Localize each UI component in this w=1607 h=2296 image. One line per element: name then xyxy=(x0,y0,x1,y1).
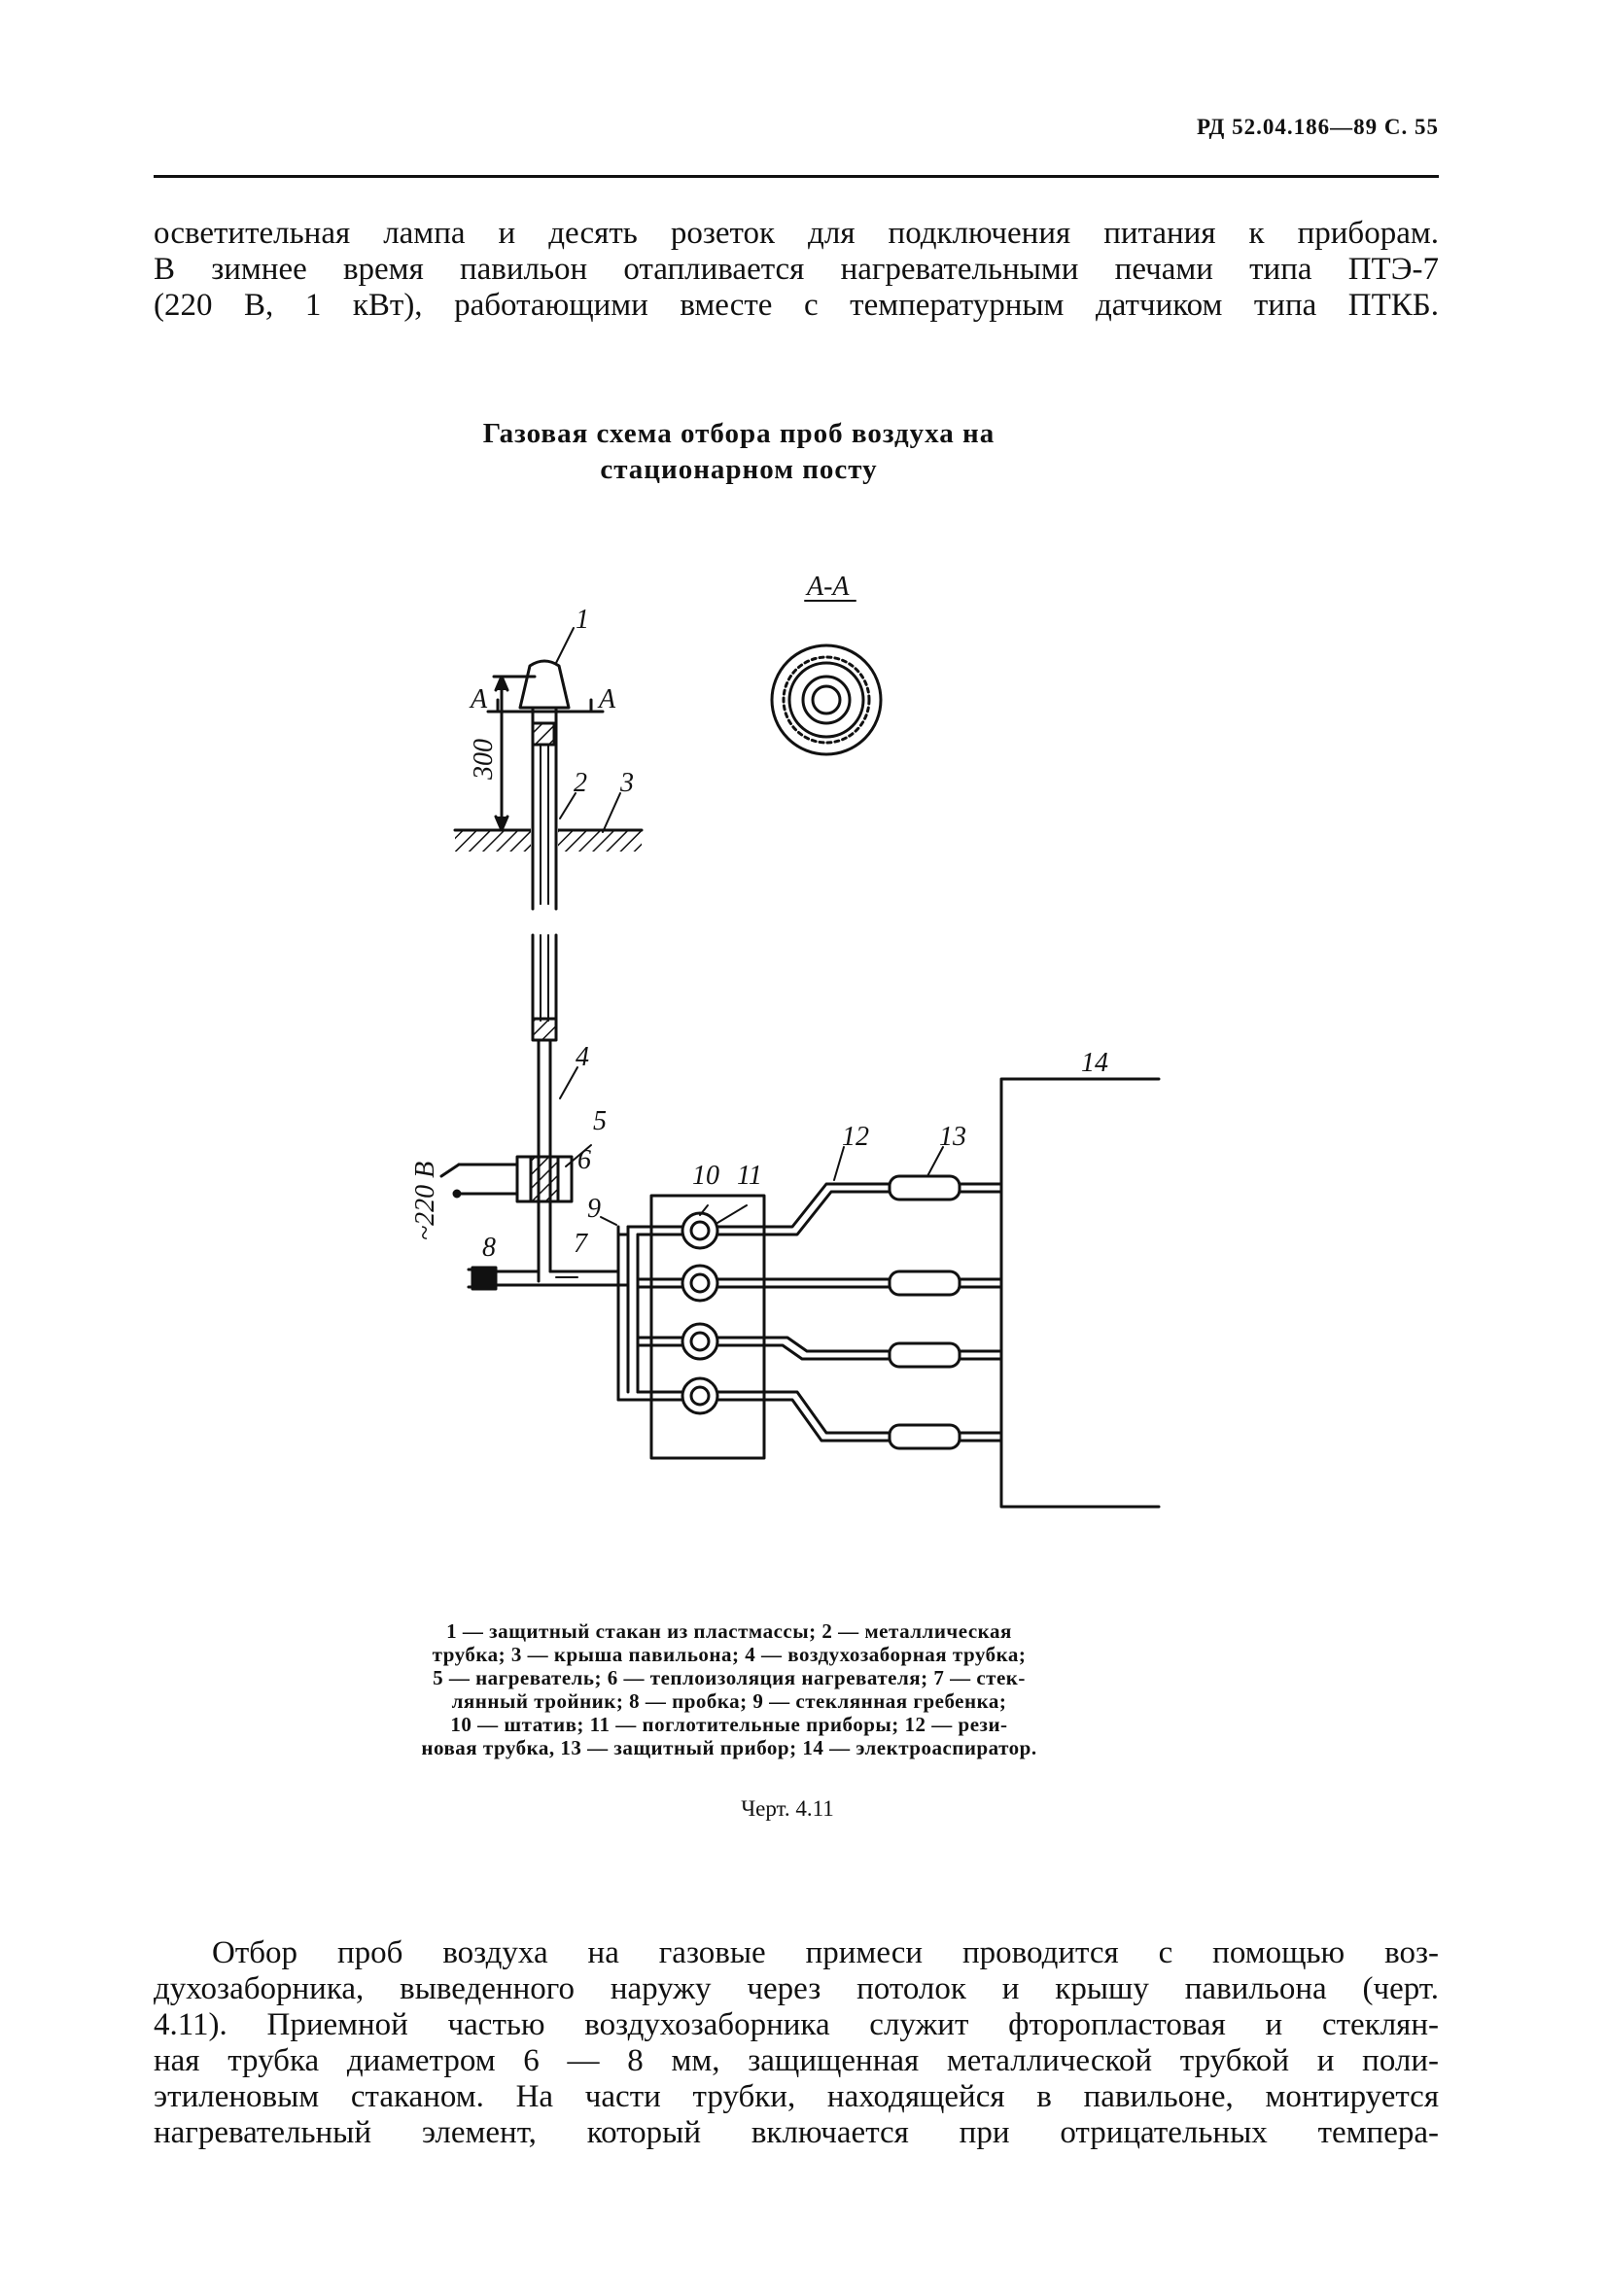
protective-device xyxy=(890,1343,960,1367)
text-line: осветительная лампа и десять розеток для подключения питания к приборам. xyxy=(154,216,1439,251)
absorber xyxy=(682,1213,717,1248)
label-4: 4 xyxy=(576,1042,589,1072)
rubber-tube xyxy=(717,1184,890,1235)
protective-device xyxy=(890,1271,960,1295)
absorber xyxy=(682,1266,717,1301)
caption-line: 5 — нагреватель; 6 — теплоизоляция нагревателя; 7 — стек- xyxy=(433,1666,1026,1689)
caption-line: 1 — защитный стакан из пластмассы; 2 — металлическая xyxy=(446,1619,1012,1643)
label-10: 10 xyxy=(692,1161,719,1191)
absorber xyxy=(682,1324,717,1359)
header-rule xyxy=(154,175,1439,178)
label-6: 6 xyxy=(577,1145,591,1175)
electroaspirator xyxy=(1001,1079,1159,1507)
figure-caption xyxy=(331,1619,1128,1759)
voltage-label: ~220 В xyxy=(410,1161,440,1240)
protective-device xyxy=(890,1176,960,1200)
paragraph-bottom xyxy=(154,1935,1439,2151)
label-5: 5 xyxy=(593,1106,607,1136)
heater xyxy=(531,1157,558,1201)
protective-cup xyxy=(520,661,569,708)
running-head: РД 52.04.186—89 С. 55 xyxy=(1196,115,1439,139)
figure-title-line: стационарном посту xyxy=(600,454,878,485)
text-line: 4.11). Приемной частью воздухозаборника служит фторопластовая и стеклян- xyxy=(154,2007,1439,2042)
rubber-tube xyxy=(717,1392,890,1441)
power-switch xyxy=(441,1165,459,1176)
rubber-tube xyxy=(717,1338,890,1359)
caption-line: лянный тройник; 8 — пробка; 9 — стеклянная гребенка; xyxy=(451,1689,1007,1713)
section-label: А-А xyxy=(807,572,850,602)
dimension-label: 300 xyxy=(469,739,499,780)
protective-device xyxy=(890,1425,960,1448)
paragraph-top xyxy=(154,216,1439,324)
text-line: ная трубка диаметром 6 — 8 мм, защищенная металлической трубкой и поли- xyxy=(154,2043,1439,2078)
text-line: этиленовым стаканом. На части трубки, находящейся в павильоне, монтируется xyxy=(154,2079,1439,2114)
label-9: 9 xyxy=(587,1194,601,1224)
text-line: духозаборника, выведенного наружу через потолок и крышу павильона (черт. xyxy=(154,1971,1439,2006)
label-2: 2 xyxy=(574,768,587,798)
caption-line: 10 — штатив; 11 — поглотительные приборы; 12 — рези- xyxy=(450,1713,1008,1736)
pipe-plug-bottom xyxy=(533,1019,556,1040)
gas-sampling-diagram xyxy=(408,554,1186,1565)
dimension-arrow-bottom xyxy=(496,817,507,830)
label-7: 7 xyxy=(574,1229,587,1259)
text-line: (220 В, 1 кВт), работающими вместе с температурным датчиком типа ПТКБ. xyxy=(154,288,1439,323)
label-a-left: А xyxy=(471,684,488,714)
label-11: 11 xyxy=(737,1161,762,1191)
rubber-tube xyxy=(717,1279,890,1287)
label-14: 14 xyxy=(1081,1048,1108,1078)
label-3: 3 xyxy=(620,768,634,798)
label-13: 13 xyxy=(939,1122,966,1152)
label-8: 8 xyxy=(482,1233,496,1263)
text-line: Отбор проб воздуха на газовые примеси проводится с помощью воз- xyxy=(212,1935,1439,1970)
figure-title-line: Газовая схема отбора проб воздуха на xyxy=(482,418,996,449)
label-1: 1 xyxy=(576,605,589,635)
figure-title xyxy=(369,416,1108,488)
label-12: 12 xyxy=(842,1122,869,1152)
caption-line: новая трубка, 13 — защитный прибор; 14 — электроаспиратор. xyxy=(421,1736,1037,1759)
pipe-plug-top xyxy=(533,723,554,745)
text-line: В зимнее время павильон отапливается нагревательными печами типа ПТЭ-7 xyxy=(154,252,1439,287)
dimension-arrow-top xyxy=(496,677,507,690)
caption-line: трубка; 3 — крыша павильона; 4 — воздухозаборная трубка; xyxy=(432,1643,1027,1666)
absorber xyxy=(682,1378,717,1413)
label-a-right: А xyxy=(599,684,616,714)
figure-number: Черт. 4.11 xyxy=(741,1796,834,1821)
text-line: нагревательный элемент, который включается при отрицательных темпера- xyxy=(154,2115,1439,2150)
